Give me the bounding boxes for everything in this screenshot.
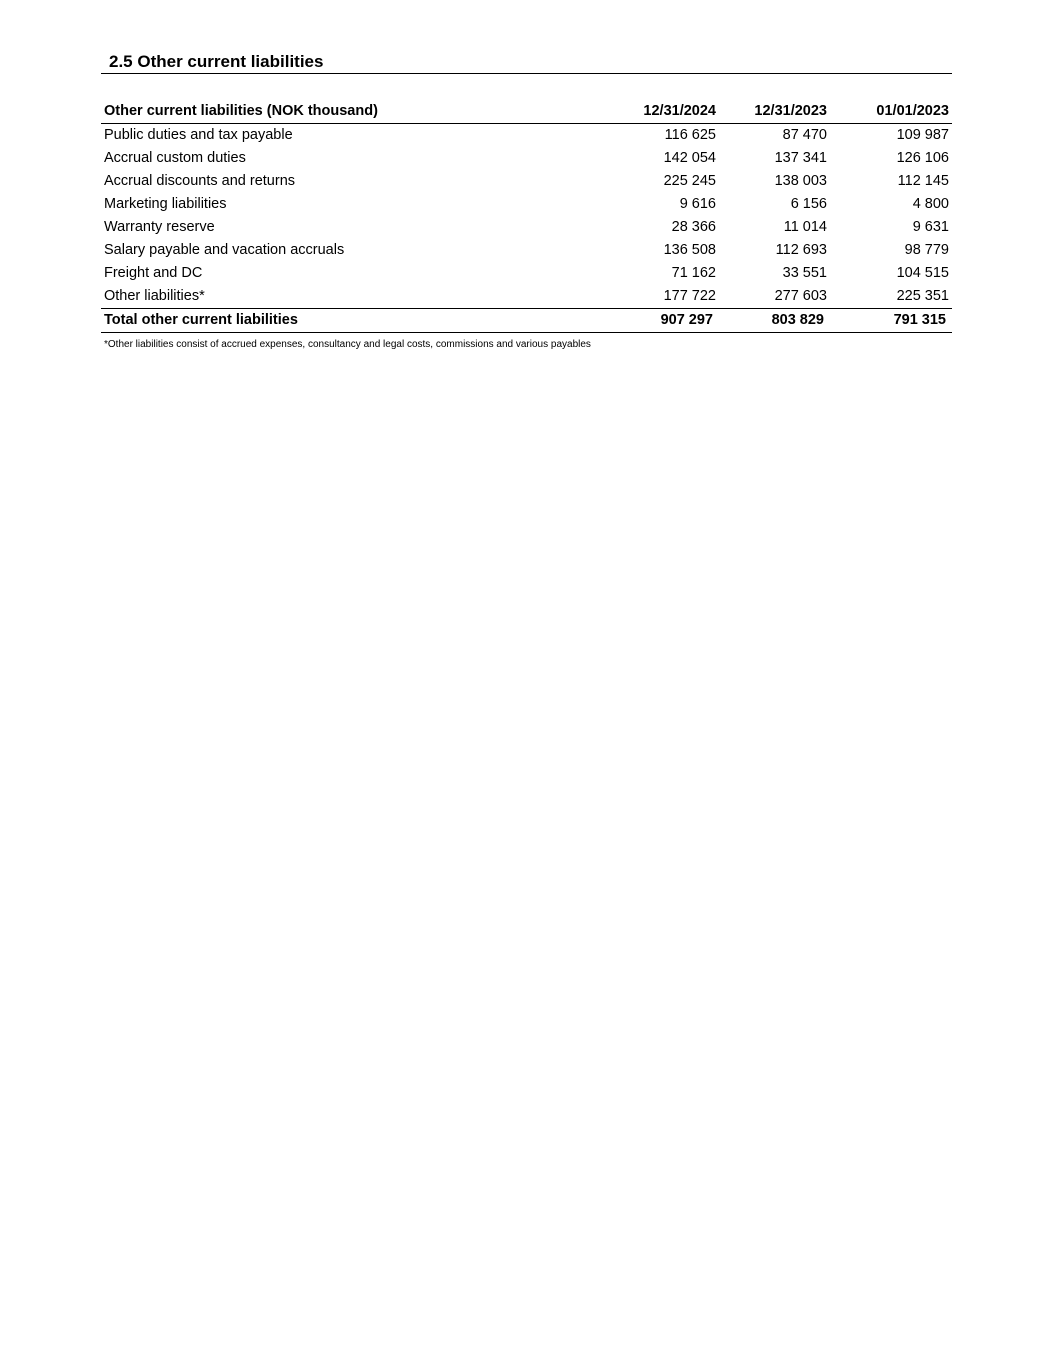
row-label: Public duties and tax payable xyxy=(104,127,293,143)
row-value: 11 014 xyxy=(783,219,827,235)
liabilities-table xyxy=(101,100,952,333)
row-value: 142 054 xyxy=(663,150,716,166)
table-row xyxy=(101,262,952,285)
row-label: Accrual discounts and returns xyxy=(104,173,296,189)
row-value: 137 341 xyxy=(774,150,827,166)
header-date-2023: 12/31/2023 xyxy=(719,100,830,124)
row-value: 225 245 xyxy=(663,173,716,189)
row-value: 126 106 xyxy=(896,150,949,166)
row-value: 177 722 xyxy=(663,288,716,304)
header-date-2024: 12/31/2024 xyxy=(620,100,719,124)
row-value: 9 631 xyxy=(912,219,949,235)
header-date-2023-opening: 01/01/2023 xyxy=(830,100,952,124)
row-value: 9 616 xyxy=(679,196,716,212)
table-row xyxy=(101,285,952,309)
row-label: Warranty reserve xyxy=(104,219,215,235)
row-value: 28 366 xyxy=(671,219,716,235)
total-value: 791 315 xyxy=(830,309,952,333)
row-value: 277 603 xyxy=(774,288,827,304)
row-value: 116 625 xyxy=(664,127,716,143)
footnote: *Other liabilities consist of accrued expenses, consultancy and legal costs, commissions and various payables xyxy=(104,339,591,350)
row-label: Freight and DC xyxy=(104,265,203,281)
liabilities-section xyxy=(101,50,952,350)
table-row xyxy=(101,124,952,148)
row-label: Marketing liabilities xyxy=(104,196,227,212)
total-value: 803 829 xyxy=(719,309,830,333)
row-value: 4 800 xyxy=(912,196,949,212)
row-value: 6 156 xyxy=(790,196,827,212)
row-label: Accrual custom duties xyxy=(104,150,246,166)
row-value: 225 351 xyxy=(896,288,949,304)
row-value: 104 515 xyxy=(896,265,949,281)
table-row xyxy=(101,193,952,216)
table-row xyxy=(101,170,952,193)
row-value: 109 987 xyxy=(896,127,949,143)
row-value: 112 693 xyxy=(775,242,827,258)
section-title: 2.5 Other current liabilities xyxy=(101,50,952,74)
table-header-row xyxy=(101,100,952,124)
row-value: 138 003 xyxy=(774,173,827,189)
row-value: 33 551 xyxy=(782,265,827,281)
total-row xyxy=(101,309,952,333)
row-value: 112 145 xyxy=(897,173,949,189)
table-row xyxy=(101,147,952,170)
row-value: 98 779 xyxy=(904,242,949,258)
total-value: 907 297 xyxy=(620,309,719,333)
row-value: 87 470 xyxy=(782,127,827,143)
total-label: Total other current liabilities xyxy=(101,309,620,333)
row-value: 136 508 xyxy=(663,242,716,258)
table-row xyxy=(101,239,952,262)
table-row xyxy=(101,216,952,239)
row-label: Salary payable and vacation accruals xyxy=(104,242,345,258)
row-value: 71 162 xyxy=(671,265,716,281)
row-label: Other liabilities* xyxy=(104,288,205,304)
header-label: Other current liabilities (NOK thousand) xyxy=(101,100,620,124)
